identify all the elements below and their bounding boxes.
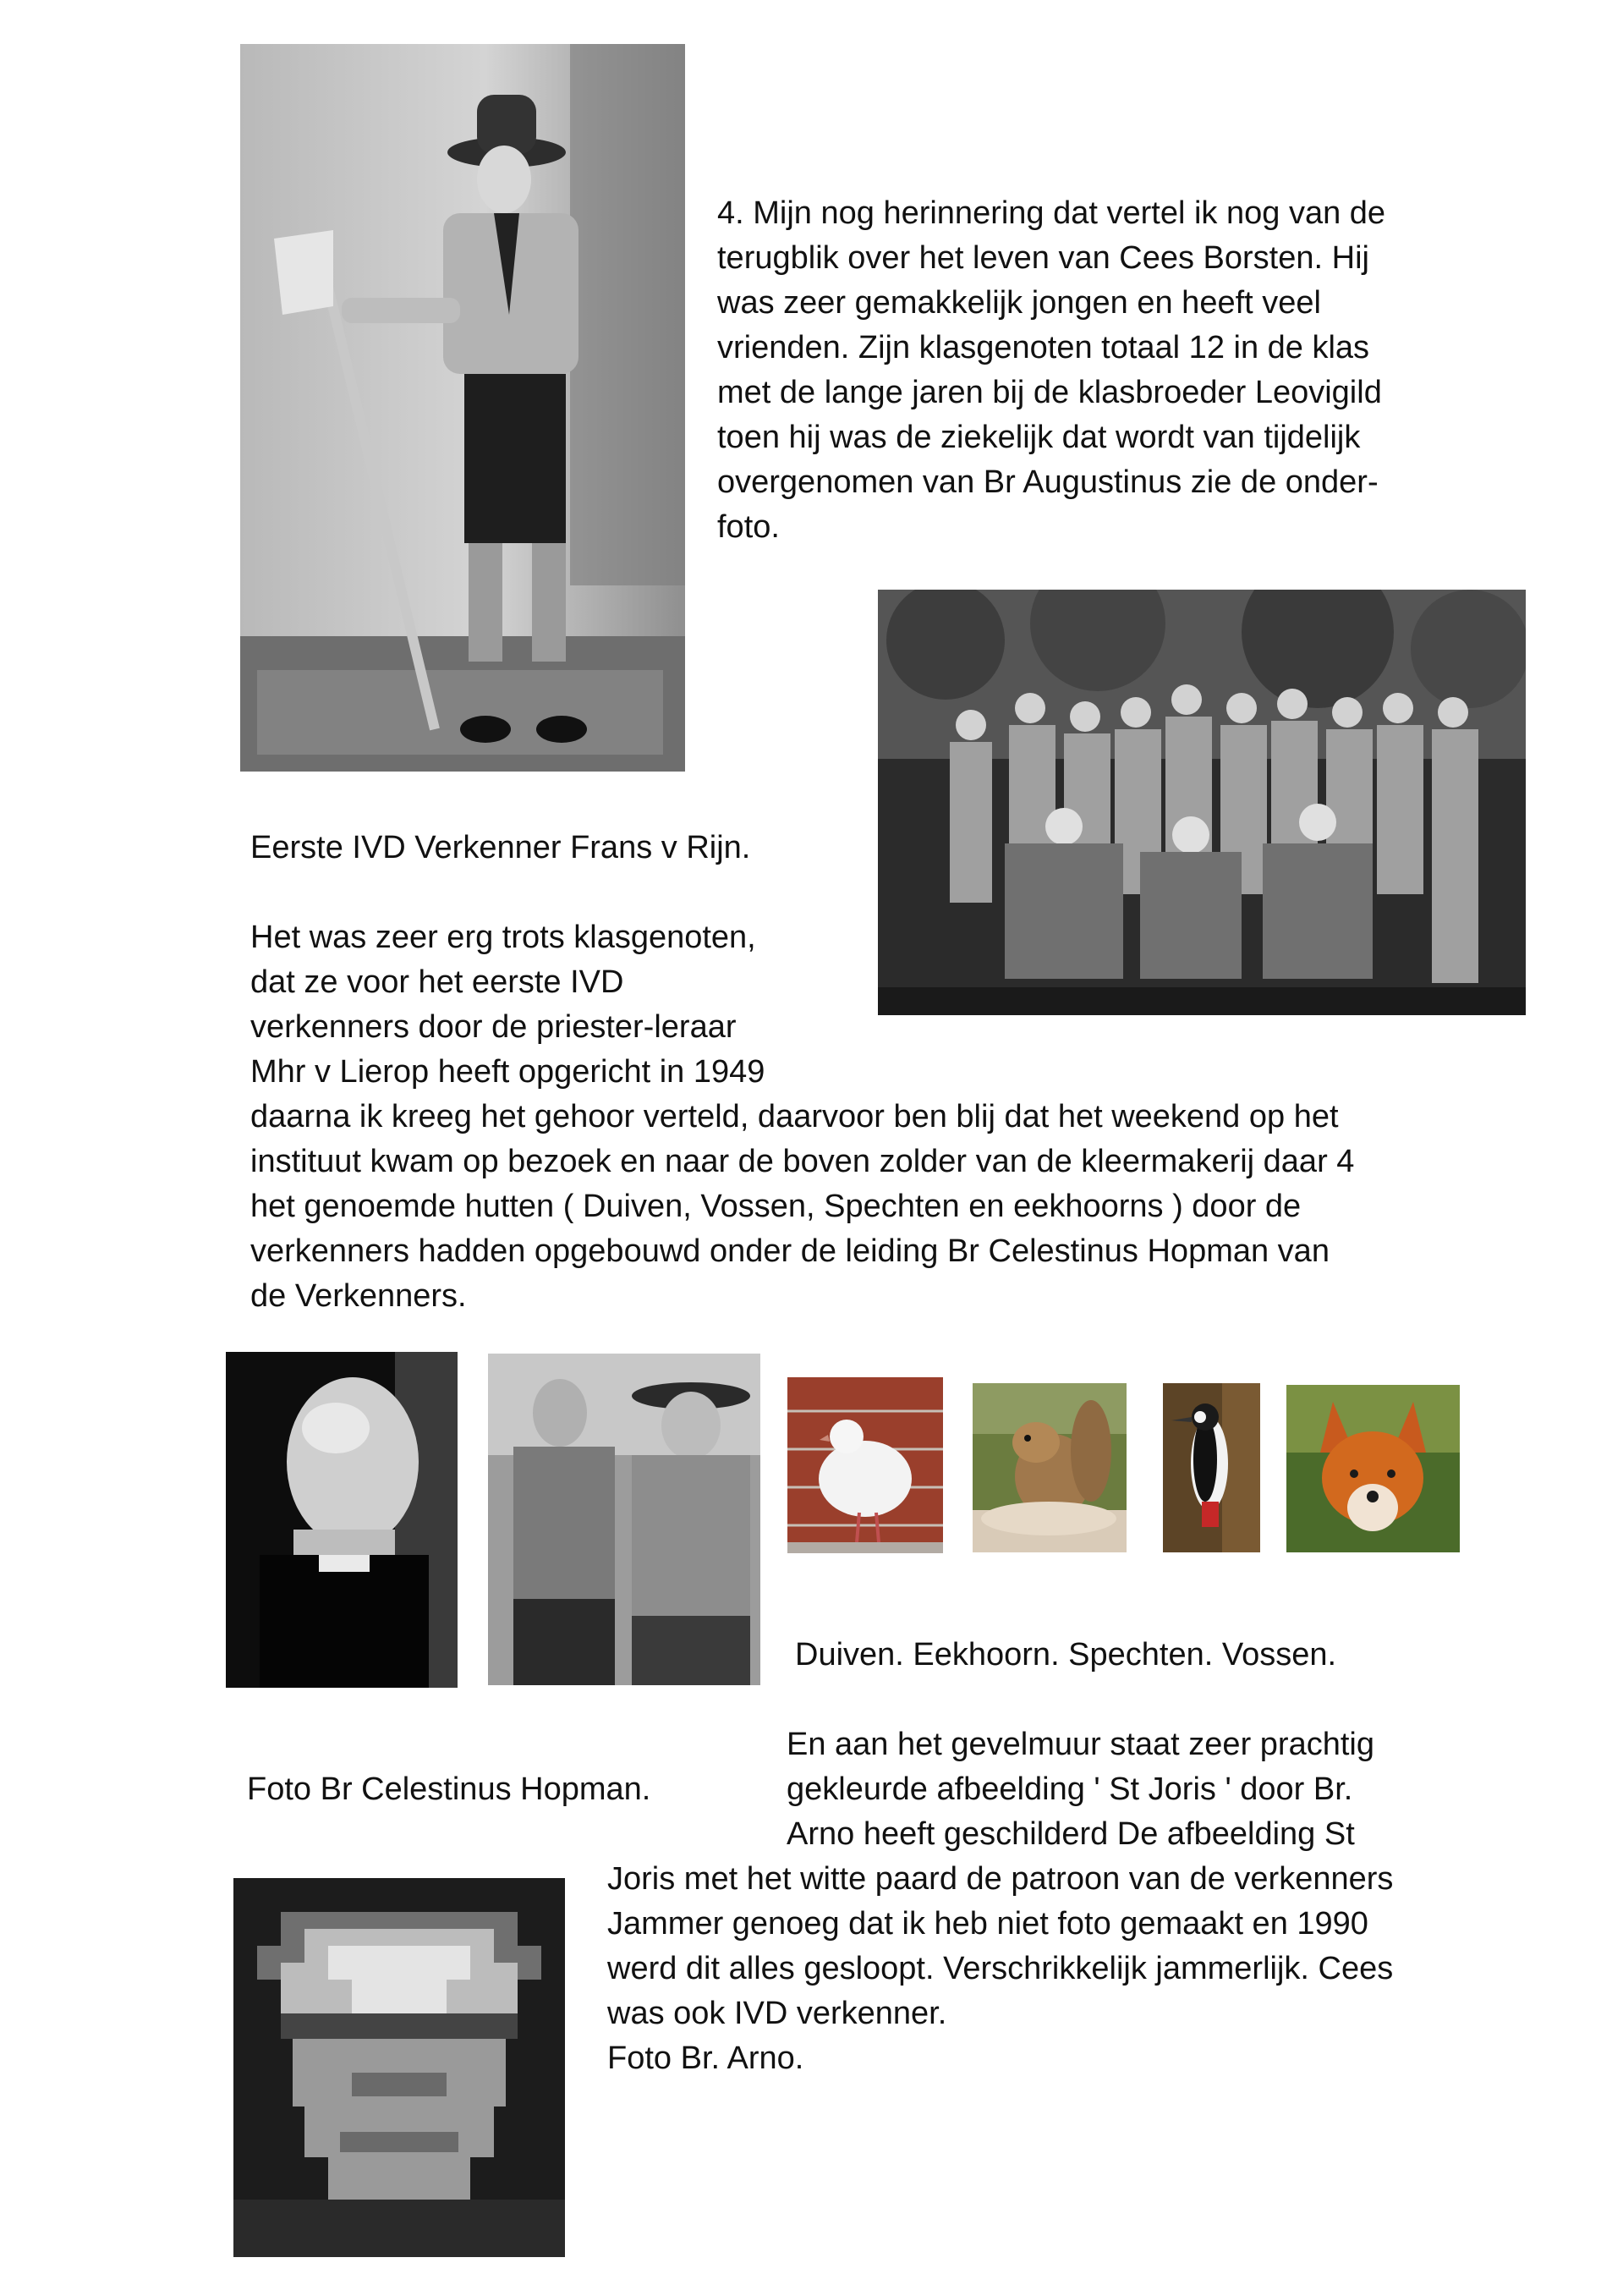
story-line: daarna ik kreeg het gehoor verteld, daarvoor ben blij dat het weekend op het: [250, 1099, 1339, 1134]
intro-line: toen hij was de ziekelijk dat wordt van tijdelijk: [717, 420, 1361, 455]
closing-line: werd dit alles gesloopt. Verschrikkelijk jammerlijk. Cees: [607, 1951, 1394, 1986]
closing-line: gekleurde afbeelding ' St Joris ' door Br.: [787, 1771, 1353, 1807]
intro-line: foto.: [717, 509, 780, 545]
closing-line: Joris met het witte paard de patroon van de verkenners: [607, 1861, 1394, 1897]
arno-portrait: [233, 1878, 565, 2257]
closing-line: Jammer genoeg dat ik heb niet foto gemaakt en 1990: [607, 1906, 1368, 1942]
dove-photo: [787, 1377, 943, 1553]
story-line: verkenners door de priester-leraar: [250, 1009, 737, 1045]
story-line: het genoemde hutten ( Duiven, Vossen, Spechten en eekhoorns ) door de: [250, 1189, 1302, 1224]
intro-line: met de lange jaren bij de klasbroeder Leovigild: [717, 375, 1382, 410]
story-line: dat ze voor het eerste IVD: [250, 964, 624, 1000]
story-line: Het was zeer erg trots klasgenoten,: [250, 920, 756, 955]
scout-photo: [240, 44, 685, 772]
intro-line: 4. Mijn nog herinnering dat vertel ik nog van de: [717, 195, 1386, 231]
intro-line: was zeer gemakkelijk jongen en heeft veel: [717, 285, 1321, 321]
squirrel-photo: [973, 1383, 1127, 1552]
fox-photo: [1286, 1385, 1460, 1552]
story-line: Mhr v Lierop heeft opgericht in 1949: [250, 1054, 765, 1090]
intro-line: terugblik over het leven van Cees Borsten. Hij: [717, 240, 1369, 276]
closing-line: Foto Br. Arno.: [607, 2041, 804, 2076]
scouts-pair-photo: [488, 1354, 760, 1685]
intro-line: vrienden. Zijn klasgenoten totaal 12 in de klas: [717, 330, 1370, 365]
story-line: instituut kwam op bezoek en naar de boven zolder van de kleermakerij daar 4: [250, 1144, 1355, 1179]
class-group-photo: [878, 590, 1526, 1015]
caption-animals: Duiven. Eekhoorn. Spechten. Vossen.: [795, 1637, 1337, 1673]
caption-celestinus: Foto Br Celestinus Hopman.: [247, 1771, 651, 1807]
closing-line: En aan het gevelmuur staat zeer prachtig: [787, 1727, 1374, 1762]
story-line: verkenners hadden opgebouwd onder de leiding Br Celestinus Hopman van: [250, 1233, 1330, 1269]
closing-line: was ook IVD verkenner.: [607, 1996, 947, 2031]
woodpecker-photo: [1163, 1383, 1260, 1552]
caption-scout: Eerste IVD Verkenner Frans v Rijn.: [250, 830, 751, 865]
intro-line: overgenomen van Br Augustinus zie de onder-: [717, 464, 1379, 500]
story-line: de Verkenners.: [250, 1278, 467, 1314]
closing-line: Arno heeft geschilderd De afbeelding St: [787, 1816, 1355, 1852]
priest-portrait: [226, 1352, 458, 1688]
